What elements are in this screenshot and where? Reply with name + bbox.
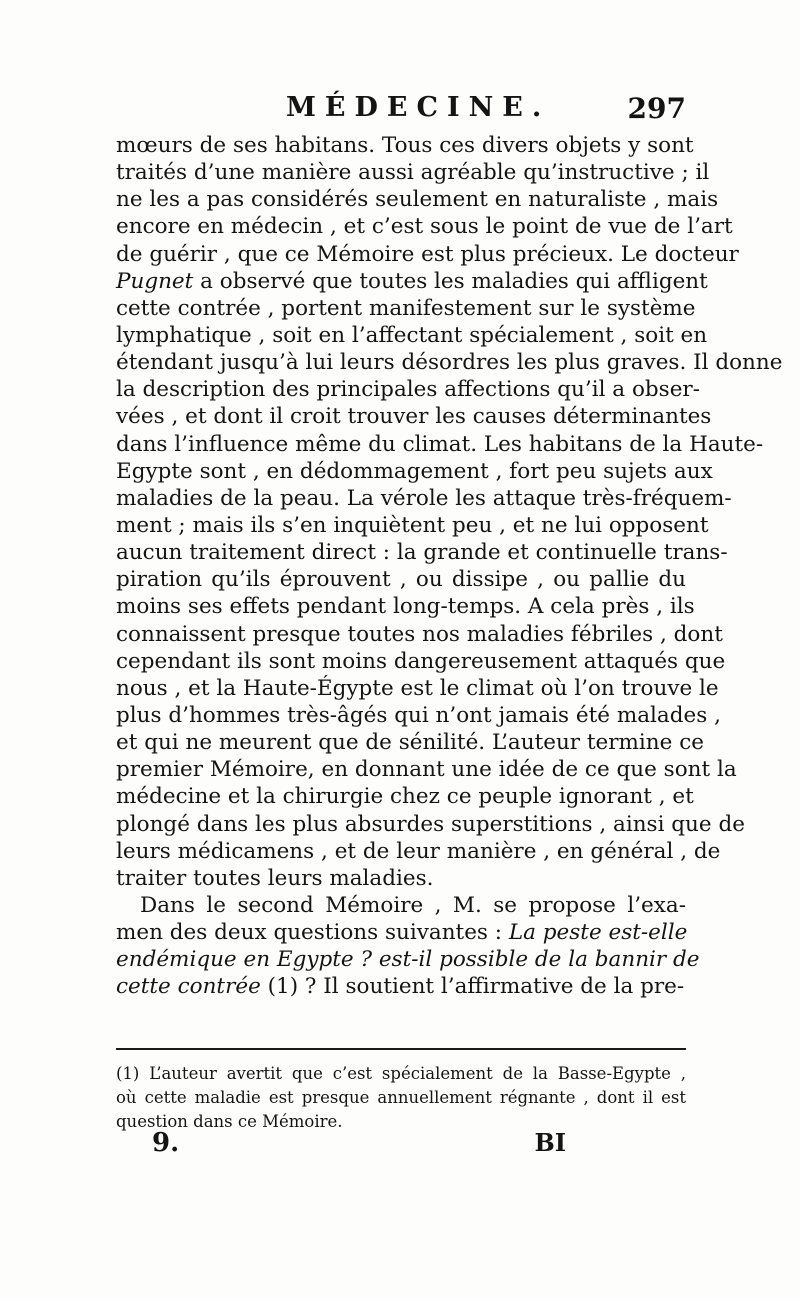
text-line: la description des principales affections qu’il a obser- (116, 377, 700, 403)
footnote-line: (1) L’auteur avertit que c’est spécialement de la Basse-Egypte , (116, 1064, 686, 1083)
text-line: Egypte sont , en dédommagement , fort peu sujets aux (116, 458, 713, 484)
text-run: Dans le second Mémoire , M. se propose l’exa- (140, 892, 686, 918)
page-header (116, 92, 686, 126)
text-line: plus d’hommes très-âgés qui n’ont jamais été malades , (116, 702, 721, 728)
text-line: endémique en Egypte ? est-il possible de la bannir de (116, 947, 700, 973)
footnote (116, 1062, 686, 1134)
text-line: moins ses effets pendant long-temps. A cela près , ils (116, 594, 695, 620)
text-line: leurs médicamens , et de leur manière , en général , de (116, 838, 721, 864)
text-line: aucun traitement direct : la grande et continuelle trans- (116, 540, 728, 566)
text-line: maladies de la peau. La vérole les attaque très-fréquem- (116, 485, 732, 511)
text-line: piration qu’ils éprouvent , ou dissipe , ou pallie du (116, 567, 686, 593)
text-line: lymphatique , soit en l’affectant spécialement , soit en (116, 322, 708, 348)
text-line: plongé dans les plus absurdes superstitions , ainsi que de (116, 811, 745, 837)
running-title: MÉDECINE. (286, 92, 551, 123)
text-line: et qui ne meurent que de sénilité. L’auteur termine ce (116, 730, 704, 756)
text-run: a observé que toutes les maladies qui affligent (193, 268, 708, 294)
signature-mark: 9. (152, 1128, 180, 1158)
text-run: men des deux questions suivantes : (116, 920, 509, 946)
footnote-rule (116, 1048, 686, 1050)
footnote-line: question dans ce Mémoire. (116, 1112, 343, 1131)
page-number: 297 (627, 92, 686, 125)
text-line: ne les a pas considérés seulement en naturaliste , mais (116, 187, 719, 213)
page-footer (116, 1128, 686, 1168)
text-line: de guérir , que ce Mémoire est plus précieux. Le docteur (116, 241, 739, 267)
text-line: connaissent presque toutes nos maladies fébriles , dont (116, 621, 723, 647)
main-text (116, 132, 783, 1001)
author-name-italic: Pugnet (116, 268, 194, 294)
text-line: nous , et la Haute-Égypte est le climat où l’on trouve le (116, 675, 719, 701)
text-line: cette contrée , portent manifestement sur le système (116, 295, 696, 321)
text-line: vées , et dont il croit trouver les causes déterminantes (116, 404, 712, 430)
footnote-line: où cette maladie est presque annuellement régnante , dont il est (116, 1088, 686, 1107)
text-line: médecine et la chirurgie chez ce peuple ignorant , et (116, 784, 694, 810)
text-line: cependant ils sont moins dangereusement attaqués que (116, 648, 726, 674)
text-line (116, 919, 686, 946)
text-run: (1) ? Il soutient l’affirmative de la pre- (260, 974, 685, 1000)
text-line: étendant jusqu’à lui leurs désordres les plus graves. Il donne (116, 350, 783, 376)
text-line: dans l’influence même du climat. Les habitans de la Haute- (116, 431, 764, 457)
text-line (116, 973, 686, 1000)
text-line: traiter toutes leurs maladies. (116, 865, 434, 891)
text-line: mœurs de ses habitans. Tous ces divers objets y sont (116, 133, 694, 158)
question-italic: La peste est-elle (508, 920, 688, 946)
text-line: traités d’une manière aussi agréable qu’instructive ; il (116, 160, 710, 186)
text-line (116, 268, 708, 295)
catchword: BI (534, 1128, 566, 1157)
text-line: premier Mémoire, en donnant une idée de ce que sont la (116, 757, 737, 783)
text-line (116, 892, 686, 919)
text-line: ment ; mais ils s’en inquiètent peu , et ne lui opposent (116, 512, 709, 538)
question-italic: cette contrée (116, 974, 261, 1000)
text-line: encore en médecin , et c’est sous le point de vue de l’art (116, 214, 733, 240)
